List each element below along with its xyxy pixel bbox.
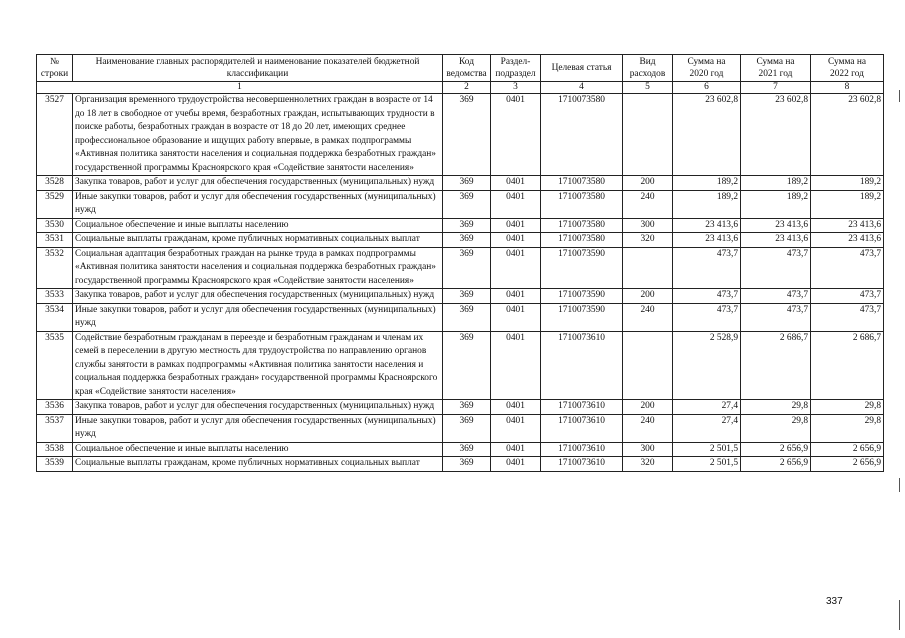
row-name: Закупка товаров, работ и услуг для обеспечения государственных (муниципальных) нужд <box>73 289 443 304</box>
row-number: 3536 <box>37 400 73 415</box>
row-number: 3537 <box>37 414 73 442</box>
row-dept-code: 369 <box>443 442 491 457</box>
table-row <box>37 442 884 457</box>
row-exp-type: 300 <box>623 442 673 457</box>
row-target: 1710073590 <box>541 289 623 304</box>
row-exp-type: 240 <box>623 190 673 218</box>
row-sum-2021: 2 656,9 <box>741 442 811 457</box>
column-number: 2 <box>443 82 491 94</box>
row-sum-2020: 189,2 <box>673 190 741 218</box>
row-number: 3539 <box>37 457 73 472</box>
row-target: 1710073590 <box>541 247 623 289</box>
row-sum-2022: 473,7 <box>811 247 884 289</box>
row-number: 3538 <box>37 442 73 457</box>
column-number: 6 <box>673 82 741 94</box>
header-dept-code: Код ведомства <box>443 55 491 82</box>
row-target: 1710073580 <box>541 176 623 191</box>
row-section: 0401 <box>491 442 541 457</box>
row-target: 1710073580 <box>541 94 623 176</box>
row-section: 0401 <box>491 94 541 176</box>
header-row <box>37 55 884 82</box>
header-target: Целевая статья <box>541 55 623 82</box>
row-sum-2020: 2 501,5 <box>673 457 741 472</box>
row-sum-2021: 189,2 <box>741 190 811 218</box>
column-number: 8 <box>811 82 884 94</box>
row-exp-type: 240 <box>623 414 673 442</box>
row-exp-type: 200 <box>623 289 673 304</box>
table-row <box>37 218 884 233</box>
row-name: Закупка товаров, работ и услуг для обеспечения государственных (муниципальных) нужд <box>73 176 443 191</box>
row-target: 1710073580 <box>541 190 623 218</box>
row-sum-2022: 2 686,7 <box>811 331 884 400</box>
row-sum-2020: 189,2 <box>673 176 741 191</box>
row-dept-code: 369 <box>443 233 491 248</box>
row-number: 3527 <box>37 94 73 176</box>
row-number: 3532 <box>37 247 73 289</box>
row-dept-code: 369 <box>443 289 491 304</box>
row-section: 0401 <box>491 233 541 248</box>
row-sum-2020: 2 528,9 <box>673 331 741 400</box>
row-number: 3534 <box>37 303 73 331</box>
row-target: 1710073610 <box>541 400 623 415</box>
row-number: 3535 <box>37 331 73 400</box>
column-number: 7 <box>741 82 811 94</box>
row-name: Социальное обеспечение и иные выплаты населению <box>73 442 443 457</box>
row-name: Иные закупки товаров, работ и услуг для обеспечения государственных (муниципальных) нужд <box>73 190 443 218</box>
row-target: 1710073580 <box>541 233 623 248</box>
row-section: 0401 <box>491 218 541 233</box>
row-sum-2021: 2 686,7 <box>741 331 811 400</box>
row-section: 0401 <box>491 414 541 442</box>
header-name: Наименование главных распорядителей и наименование показателей бюджетной классификации <box>73 55 443 82</box>
row-sum-2022: 189,2 <box>811 176 884 191</box>
row-name: Социальное обеспечение и иные выплаты населению <box>73 218 443 233</box>
row-sum-2021: 29,8 <box>741 414 811 442</box>
table-row <box>37 233 884 248</box>
row-name: Социальные выплаты гражданам, кроме публичных нормативных социальных выплат <box>73 233 443 248</box>
column-number-row <box>37 82 884 94</box>
row-target: 1710073610 <box>541 414 623 442</box>
row-target: 1710073610 <box>541 331 623 400</box>
page-number: 337 <box>826 596 843 607</box>
row-section: 0401 <box>491 190 541 218</box>
row-name: Организация временного трудоустройства несовершеннолетних граждан в возрасте от 14 до 18 лет в свободное от учебы время, безработных граждан, испытывающих трудности в поиске работы, безработных граждан в возрасте от 18 до 20 лет, имеющих среднее профессиональное образование и ищущих работу впервые, в рамках подпрограммы «Активная политика занятости населения и социальная поддержка безработных граждан» государственной программы Красноярского края «Содействие занятости населения» <box>73 94 443 176</box>
column-number: 1 <box>37 82 443 94</box>
row-sum-2021: 23 413,6 <box>741 233 811 248</box>
table-row <box>37 414 884 442</box>
row-sum-2022: 2 656,9 <box>811 457 884 472</box>
row-exp-type: 240 <box>623 303 673 331</box>
row-sum-2021: 189,2 <box>741 176 811 191</box>
row-sum-2020: 473,7 <box>673 247 741 289</box>
table-row <box>37 94 884 176</box>
row-dept-code: 369 <box>443 218 491 233</box>
row-section: 0401 <box>491 289 541 304</box>
column-number: 4 <box>541 82 623 94</box>
row-sum-2020: 473,7 <box>673 303 741 331</box>
row-dept-code: 369 <box>443 414 491 442</box>
row-sum-2021: 23 413,6 <box>741 218 811 233</box>
row-target: 1710073590 <box>541 303 623 331</box>
row-sum-2020: 473,7 <box>673 289 741 304</box>
row-target: 1710073610 <box>541 457 623 472</box>
row-dept-code: 369 <box>443 176 491 191</box>
row-sum-2021: 29,8 <box>741 400 811 415</box>
table-row <box>37 176 884 191</box>
row-name: Закупка товаров, работ и услуг для обеспечения государственных (муниципальных) нужд <box>73 400 443 415</box>
table-row <box>37 331 884 400</box>
row-name: Содействие безработным гражданам в переезде и безработным гражданам и членам их семей в переселении в другую местность для трудоустройства по направлению органов службы занятости в рамках подпрограммы «Активная политика занятости населения и социальная поддержка безработных граждан» государственной программы Красноярского края «Содействие занятости населения» <box>73 331 443 400</box>
row-sum-2022: 23 602,8 <box>811 94 884 176</box>
row-section: 0401 <box>491 247 541 289</box>
row-name: Социальные выплаты гражданам, кроме публичных нормативных социальных выплат <box>73 457 443 472</box>
scan-edge-mark <box>899 478 900 492</box>
table-row <box>37 247 884 289</box>
row-section: 0401 <box>491 331 541 400</box>
row-number: 3533 <box>37 289 73 304</box>
budget-table <box>36 54 884 472</box>
row-sum-2022: 23 413,6 <box>811 233 884 248</box>
row-name: Социальная адаптация безработных граждан на рынке труда в рамках подпрограммы «Активная политика занятости населения и социальная поддержка безработных граждан» государственной программы Красноярского края «Содействие занятости населения» <box>73 247 443 289</box>
column-number: 5 <box>623 82 673 94</box>
row-dept-code: 369 <box>443 400 491 415</box>
row-dept-code: 369 <box>443 457 491 472</box>
row-number: 3528 <box>37 176 73 191</box>
row-sum-2022: 473,7 <box>811 303 884 331</box>
row-section: 0401 <box>491 303 541 331</box>
row-exp-type: 300 <box>623 218 673 233</box>
row-sum-2022: 189,2 <box>811 190 884 218</box>
table-row <box>37 289 884 304</box>
row-dept-code: 369 <box>443 94 491 176</box>
row-dept-code: 369 <box>443 303 491 331</box>
row-sum-2020: 23 413,6 <box>673 233 741 248</box>
row-name: Иные закупки товаров, работ и услуг для обеспечения государственных (муниципальных) нужд <box>73 414 443 442</box>
row-sum-2021: 473,7 <box>741 303 811 331</box>
row-section: 0401 <box>491 457 541 472</box>
row-sum-2022: 473,7 <box>811 289 884 304</box>
row-exp-type <box>623 247 673 289</box>
row-sum-2022: 23 413,6 <box>811 218 884 233</box>
row-target: 1710073610 <box>541 442 623 457</box>
row-sum-2021: 2 656,9 <box>741 457 811 472</box>
row-exp-type: 200 <box>623 400 673 415</box>
table-row <box>37 303 884 331</box>
table-row <box>37 400 884 415</box>
row-sum-2022: 2 656,9 <box>811 442 884 457</box>
row-number: 3530 <box>37 218 73 233</box>
scan-edge-mark <box>899 90 900 102</box>
row-sum-2021: 23 602,8 <box>741 94 811 176</box>
row-sum-2021: 473,7 <box>741 289 811 304</box>
header-section: Раздел- подраздел <box>491 55 541 82</box>
row-section: 0401 <box>491 400 541 415</box>
row-sum-2020: 2 501,5 <box>673 442 741 457</box>
row-sum-2021: 473,7 <box>741 247 811 289</box>
row-sum-2022: 29,8 <box>811 400 884 415</box>
row-sum-2020: 27,4 <box>673 400 741 415</box>
table-row <box>37 190 884 218</box>
row-dept-code: 369 <box>443 247 491 289</box>
table-body <box>37 94 884 472</box>
row-section: 0401 <box>491 176 541 191</box>
row-dept-code: 369 <box>443 190 491 218</box>
row-exp-type <box>623 331 673 400</box>
row-exp-type: 320 <box>623 457 673 472</box>
row-sum-2020: 27,4 <box>673 414 741 442</box>
table-row <box>37 457 884 472</box>
header-sum-2020: Сумма на 2020 год <box>673 55 741 82</box>
row-exp-type: 320 <box>623 233 673 248</box>
row-number: 3531 <box>37 233 73 248</box>
row-sum-2022: 29,8 <box>811 414 884 442</box>
scan-edge-mark <box>899 600 900 630</box>
row-target: 1710073580 <box>541 218 623 233</box>
row-dept-code: 369 <box>443 331 491 400</box>
header-exp-type: Вид расходов <box>623 55 673 82</box>
row-name: Иные закупки товаров, работ и услуг для обеспечения государственных (муниципальных) нужд <box>73 303 443 331</box>
row-exp-type: 200 <box>623 176 673 191</box>
row-number: 3529 <box>37 190 73 218</box>
header-row-no: № строки <box>37 55 73 82</box>
column-number: 3 <box>491 82 541 94</box>
row-sum-2020: 23 413,6 <box>673 218 741 233</box>
row-sum-2020: 23 602,8 <box>673 94 741 176</box>
header-sum-2021: Сумма на 2021 год <box>741 55 811 82</box>
header-sum-2022: Сумма на 2022 год <box>811 55 884 82</box>
row-exp-type <box>623 94 673 176</box>
